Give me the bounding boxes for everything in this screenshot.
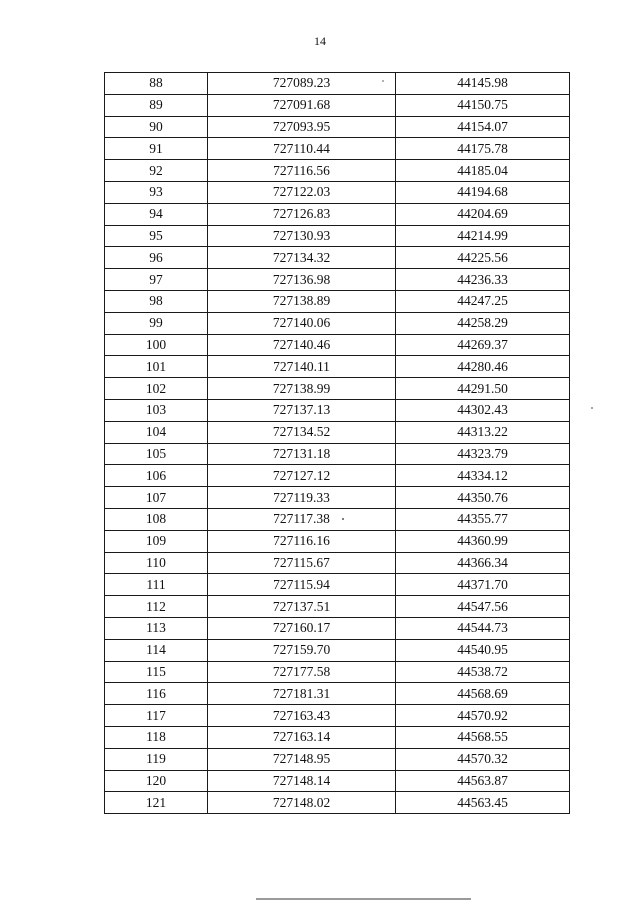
point-number-cell: 117 — [105, 705, 208, 727]
table-row — [105, 116, 570, 138]
point-number-cell: 96 — [105, 247, 208, 269]
point-number-cell: 116 — [105, 683, 208, 705]
x-coordinate-cell: 727110.44 — [208, 138, 396, 160]
table-row — [105, 356, 570, 378]
point-number-cell: 105 — [105, 443, 208, 465]
coordinates-table — [104, 72, 570, 814]
point-number-cell: 99 — [105, 312, 208, 334]
point-number-cell: 95 — [105, 225, 208, 247]
point-number-cell: 107 — [105, 487, 208, 509]
y-coordinate-cell: 44544.73 — [396, 617, 570, 639]
table-row — [105, 726, 570, 748]
table-row — [105, 661, 570, 683]
table-row — [105, 617, 570, 639]
x-coordinate-cell: 727148.95 — [208, 748, 396, 770]
coordinates-table-body — [105, 73, 570, 814]
x-coordinate-cell: 727089.23 — [208, 73, 396, 95]
table-row — [105, 269, 570, 291]
y-coordinate-cell: 44313.22 — [396, 421, 570, 443]
point-number-cell: 92 — [105, 160, 208, 182]
x-coordinate-cell: 727137.13 — [208, 399, 396, 421]
table-row — [105, 160, 570, 182]
x-coordinate-cell: 727119.33 — [208, 487, 396, 509]
x-coordinate-cell: 727122.03 — [208, 181, 396, 203]
y-coordinate-cell: 44225.56 — [396, 247, 570, 269]
y-coordinate-cell: 44563.45 — [396, 792, 570, 814]
y-coordinate-cell: 44366.34 — [396, 552, 570, 574]
y-coordinate-cell: 44538.72 — [396, 661, 570, 683]
y-coordinate-cell: 44570.32 — [396, 748, 570, 770]
point-number-cell: 101 — [105, 356, 208, 378]
x-coordinate-cell: 727131.18 — [208, 443, 396, 465]
x-coordinate-cell: 727137.51 — [208, 596, 396, 618]
table-row — [105, 596, 570, 618]
x-coordinate-cell: 727116.16 — [208, 530, 396, 552]
table-row — [105, 421, 570, 443]
x-coordinate-cell: 727138.99 — [208, 378, 396, 400]
y-coordinate-cell: 44563.87 — [396, 770, 570, 792]
x-coordinate-cell: 727138.89 — [208, 290, 396, 312]
y-coordinate-cell: 44334.12 — [396, 465, 570, 487]
y-coordinate-cell: 44204.69 — [396, 203, 570, 225]
table-row — [105, 290, 570, 312]
point-number-cell: 115 — [105, 661, 208, 683]
y-coordinate-cell: 44371.70 — [396, 574, 570, 596]
x-coordinate-cell: 727160.17 — [208, 617, 396, 639]
y-coordinate-cell: 44570.92 — [396, 705, 570, 727]
x-coordinate-cell: 727091.68 — [208, 94, 396, 116]
y-coordinate-cell: 44185.04 — [396, 160, 570, 182]
x-coordinate-cell: 727134.32 — [208, 247, 396, 269]
y-coordinate-cell: 44568.69 — [396, 683, 570, 705]
point-number-cell: 108 — [105, 508, 208, 530]
x-coordinate-cell: 727117.38 — [208, 508, 396, 530]
table-row — [105, 94, 570, 116]
x-coordinate-cell: 727116.56 — [208, 160, 396, 182]
y-coordinate-cell: 44214.99 — [396, 225, 570, 247]
point-number-cell: 89 — [105, 94, 208, 116]
table-row — [105, 465, 570, 487]
point-number-cell: 94 — [105, 203, 208, 225]
point-number-cell: 114 — [105, 639, 208, 661]
x-coordinate-cell: 727177.58 — [208, 661, 396, 683]
point-number-cell: 111 — [105, 574, 208, 596]
y-coordinate-cell: 44360.99 — [396, 530, 570, 552]
table-row — [105, 225, 570, 247]
x-coordinate-cell: 727115.67 — [208, 552, 396, 574]
point-number-cell: 110 — [105, 552, 208, 574]
x-coordinate-cell: 727115.94 — [208, 574, 396, 596]
table-row — [105, 552, 570, 574]
x-coordinate-cell: 727093.95 — [208, 116, 396, 138]
point-number-cell: 103 — [105, 399, 208, 421]
point-number-cell: 121 — [105, 792, 208, 814]
y-coordinate-cell: 44175.78 — [396, 138, 570, 160]
table-row — [105, 378, 570, 400]
x-coordinate-cell: 727127.12 — [208, 465, 396, 487]
x-coordinate-cell: 727134.52 — [208, 421, 396, 443]
table-row — [105, 73, 570, 95]
point-number-cell: 88 — [105, 73, 208, 95]
y-coordinate-cell: 44258.29 — [396, 312, 570, 334]
table-row — [105, 770, 570, 792]
x-coordinate-cell: 727140.11 — [208, 356, 396, 378]
table-row — [105, 487, 570, 509]
table-row — [105, 181, 570, 203]
point-number-cell: 97 — [105, 269, 208, 291]
point-number-cell: 106 — [105, 465, 208, 487]
point-number-cell: 102 — [105, 378, 208, 400]
x-coordinate-cell: 727163.14 — [208, 726, 396, 748]
table-row — [105, 312, 570, 334]
table-row — [105, 574, 570, 596]
point-number-cell: 120 — [105, 770, 208, 792]
scan-speck — [342, 518, 344, 520]
table-row — [105, 247, 570, 269]
table-row — [105, 138, 570, 160]
table-row — [105, 639, 570, 661]
table-row — [105, 792, 570, 814]
y-coordinate-cell: 44247.25 — [396, 290, 570, 312]
y-coordinate-cell: 44568.55 — [396, 726, 570, 748]
y-coordinate-cell: 44150.75 — [396, 94, 570, 116]
x-coordinate-cell: 727148.02 — [208, 792, 396, 814]
y-coordinate-cell: 44547.56 — [396, 596, 570, 618]
table-row — [105, 203, 570, 225]
y-coordinate-cell: 44154.07 — [396, 116, 570, 138]
x-coordinate-cell: 727140.06 — [208, 312, 396, 334]
x-coordinate-cell: 727148.14 — [208, 770, 396, 792]
y-coordinate-cell: 44350.76 — [396, 487, 570, 509]
x-coordinate-cell: 727140.46 — [208, 334, 396, 356]
y-coordinate-cell: 44291.50 — [396, 378, 570, 400]
x-coordinate-cell: 727163.43 — [208, 705, 396, 727]
point-number-cell: 104 — [105, 421, 208, 443]
y-coordinate-cell: 44145.98 — [396, 73, 570, 95]
table-row — [105, 443, 570, 465]
point-number-cell: 118 — [105, 726, 208, 748]
point-number-cell: 91 — [105, 138, 208, 160]
table-row — [105, 683, 570, 705]
point-number-cell: 109 — [105, 530, 208, 552]
scan-speck — [382, 80, 384, 82]
table-row — [105, 508, 570, 530]
y-coordinate-cell: 44302.43 — [396, 399, 570, 421]
y-coordinate-cell: 44540.95 — [396, 639, 570, 661]
point-number-cell: 112 — [105, 596, 208, 618]
table-row — [105, 399, 570, 421]
point-number-cell: 98 — [105, 290, 208, 312]
x-coordinate-cell: 727130.93 — [208, 225, 396, 247]
x-coordinate-cell: 727159.70 — [208, 639, 396, 661]
table-row — [105, 530, 570, 552]
x-coordinate-cell: 727136.98 — [208, 269, 396, 291]
point-number-cell: 100 — [105, 334, 208, 356]
table-row — [105, 748, 570, 770]
y-coordinate-cell: 44355.77 — [396, 508, 570, 530]
y-coordinate-cell: 44323.79 — [396, 443, 570, 465]
y-coordinate-cell: 44269.37 — [396, 334, 570, 356]
x-coordinate-cell: 727126.83 — [208, 203, 396, 225]
scan-edge-line — [256, 898, 471, 900]
scan-speck — [591, 407, 593, 409]
x-coordinate-cell: 727181.31 — [208, 683, 396, 705]
point-number-cell: 90 — [105, 116, 208, 138]
point-number-cell: 93 — [105, 181, 208, 203]
y-coordinate-cell: 44236.33 — [396, 269, 570, 291]
page-number: 14 — [314, 34, 326, 48]
y-coordinate-cell: 44280.46 — [396, 356, 570, 378]
table-row — [105, 334, 570, 356]
y-coordinate-cell: 44194.68 — [396, 181, 570, 203]
point-number-cell: 113 — [105, 617, 208, 639]
table-row — [105, 705, 570, 727]
point-number-cell: 119 — [105, 748, 208, 770]
